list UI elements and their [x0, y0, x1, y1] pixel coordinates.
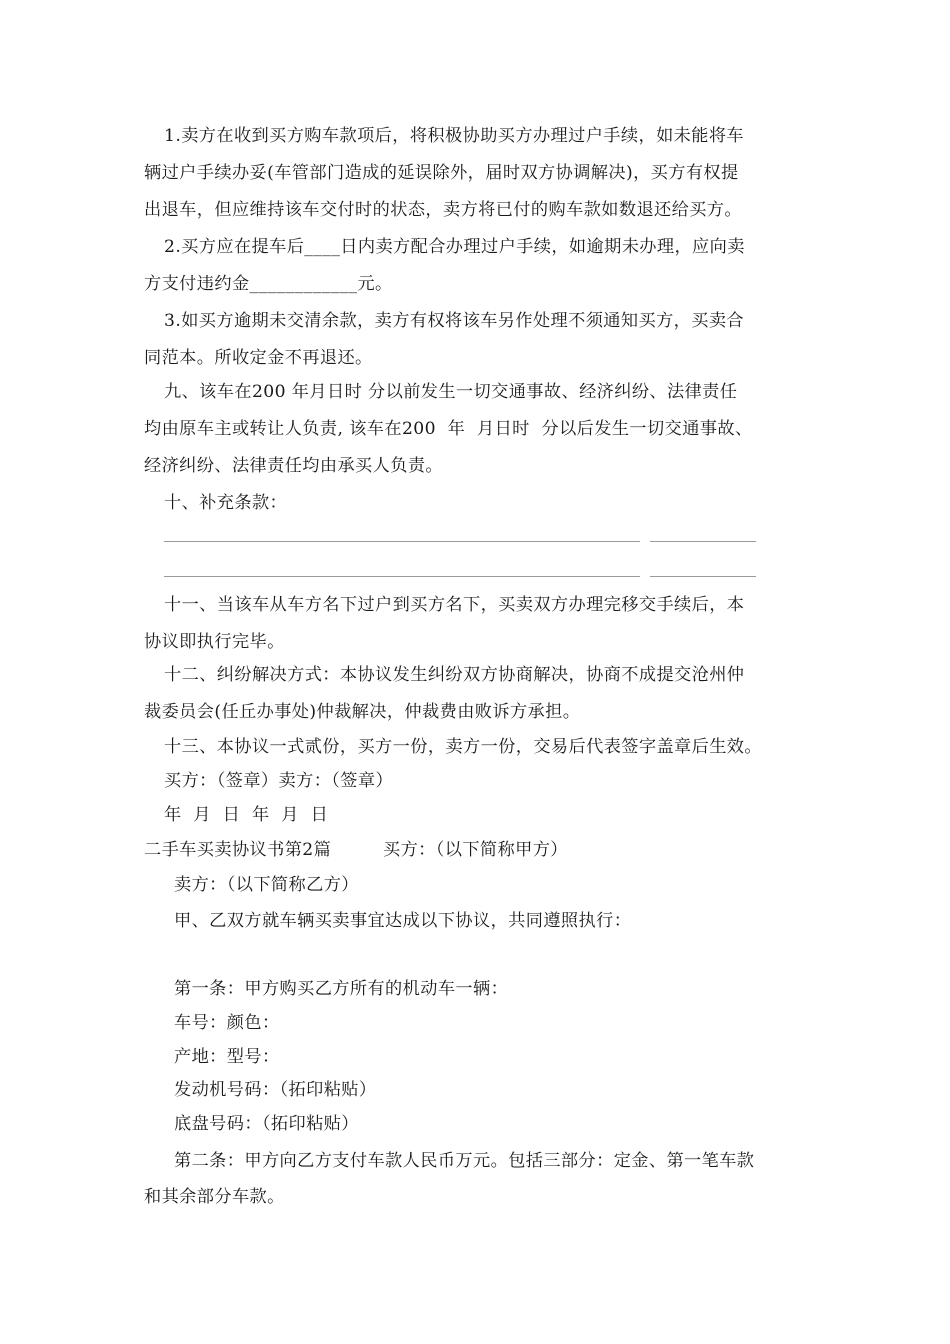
clause-9-line-1: 九、该车在200 年月日时 分以前发生一切交通事故、经济纠纷、法律责任	[164, 382, 738, 402]
article-1: 第一条：甲方购买乙方所有的机动车一辆：	[174, 979, 509, 999]
engine-number-line: 发动机号码：（拓印粘贴）	[174, 1080, 377, 1100]
part-2-seller: 卖方：（以下简称乙方）	[174, 875, 359, 895]
clause-12-line-2: 裁委员会(任丘办事处)仲裁解决，仲裁费由败诉方承担。	[144, 702, 581, 722]
part-2-heading: 二手车买卖协议书第2篇	[144, 840, 332, 860]
clause-8-item-3-line-1: 3.如买方逾期未交清余款，卖方有权将该车另作处理不须通知买方，买卖合	[164, 311, 745, 331]
article-2-line-2: 和其余部分车款。	[144, 1187, 285, 1207]
clause-8-item-1-line-1: 1.卖方在收到买方购车款项后，将积极协助买方办理过户手续，如未能将车	[164, 126, 745, 146]
clause-8-item-3-line-2: 同范本。所收定金不再退还。	[144, 348, 373, 368]
supplement-blank-line-1	[164, 541, 640, 542]
supplement-blank-line-2b	[650, 576, 756, 577]
clause-8-item-2-line-2: 方支付违约金____________元。	[144, 274, 393, 294]
signature-line: 买方：（签章）卖方：（签章）	[164, 771, 394, 791]
origin-model-line: 产地：型号：	[174, 1047, 280, 1067]
clause-11-line-2: 协议即执行完毕。	[144, 632, 285, 652]
part-2-intro: 甲、乙双方就车辆买卖事宜达成以下协议，共同遵照执行：	[174, 911, 632, 931]
clause-8-item-1-line-2: 辆过户手续办妥(车管部门造成的延误除外，届时双方协调解决)，买方有权提	[144, 163, 739, 183]
supplement-blank-line-2	[164, 576, 640, 577]
clause-13: 十三、本协议一式贰份，买方一份，卖方一份，交易后代表签字盖章后生效。	[164, 737, 762, 757]
plate-color-line: 车号：颜色：	[174, 1013, 280, 1033]
clause-8-item-1-line-3: 出退车，但应维持该车交付时的状态，卖方将已付的购车款如数退还给买方。	[144, 200, 742, 220]
clause-9-line-3: 经济纠纷、法律责任均由承买人负责。	[144, 456, 443, 476]
supplement-blank-line-1b	[650, 541, 756, 542]
article-2-line-1: 第二条：甲方向乙方支付车款人民币万元。包括三部分：定金、第一笔车款	[174, 1151, 755, 1171]
chassis-number-line: 底盘号码：（拓印粘贴）	[174, 1114, 359, 1134]
clause-10-heading: 十、补充条款：	[164, 493, 288, 513]
clause-12-line-1: 十二、纠纷解决方式：本协议发生纠纷双方协商解决，协商不成提交沧州仲	[164, 665, 745, 685]
clause-11-line-1: 十一、当该车从车方名下过户到买方名下，买卖双方办理完移交手续后，本	[164, 595, 745, 615]
part-2-buyer: 买方：（以下简称甲方）	[383, 840, 568, 860]
clause-8-item-2-line-1: 2.买方应在提车后____日内卖方配合办理过户手续，如逾期未办理，应向卖	[164, 237, 745, 257]
clause-9-line-2: 均由原车主或转让人负责, 该车在200 年 月日时 分以后发生一切交通事故、	[144, 419, 753, 439]
date-line: 年 月 日 年 月 日	[164, 805, 329, 825]
